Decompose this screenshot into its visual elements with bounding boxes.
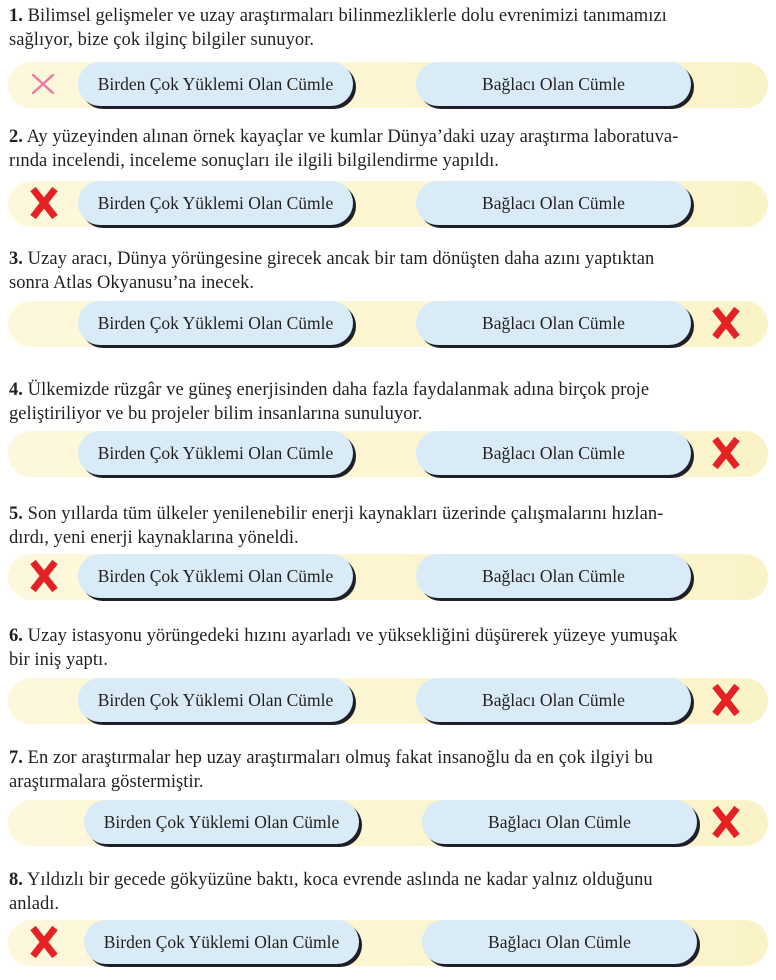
question-5 (8, 502, 768, 586)
answer-row (8, 431, 768, 477)
question-text (8, 502, 768, 550)
option-multiple-predicates-button[interactable]: Birden Çok Yüklemi Olan Cümle (78, 62, 353, 106)
question-line: Uzay istasyonu yörüngedeki hızını ayarladı ve yüksekliğini düşürerek yüzeye yumuşak (27, 626, 678, 646)
answer-row (8, 181, 768, 227)
question-number: 4. (9, 380, 23, 400)
option-multiple-predicates-button[interactable]: Birden Çok Yüklemi Olan Cümle (78, 181, 353, 225)
question-text (8, 125, 768, 173)
question-number: 8. (9, 870, 23, 890)
option-conjunction-button[interactable]: Bağlacı Olan Cümle (416, 431, 691, 475)
question-2 (8, 125, 768, 213)
option-conjunction-button[interactable]: Bağlacı Olan Cümle (416, 181, 691, 225)
option-multiple-predicates-button[interactable]: Birden Çok Yüklemi Olan Cümle (84, 800, 359, 844)
answer-row (8, 62, 768, 108)
question-number: 6. (9, 626, 23, 646)
question-line: anladı. (9, 894, 60, 914)
question-1 (8, 4, 768, 94)
cross-mark-icon (24, 64, 64, 104)
question-number: 2. (9, 127, 23, 147)
option-conjunction-button[interactable]: Bağlacı Olan Cümle (416, 62, 691, 106)
option-multiple-predicates-button[interactable]: Birden Çok Yüklemi Olan Cümle (78, 678, 353, 722)
option-multiple-predicates-button[interactable]: Birden Çok Yüklemi Olan Cümle (78, 431, 353, 475)
question-3 (8, 247, 768, 333)
option-conjunction-button[interactable]: Bağlacı Olan Cümle (416, 554, 691, 598)
question-line: sonra Atlas Okyanusu’na inecek. (9, 273, 255, 293)
cross-mark-icon (706, 680, 746, 720)
cross-mark-icon (24, 183, 64, 223)
cross-mark-icon (706, 802, 746, 842)
cross-mark-icon (24, 922, 64, 962)
question-line: sağlıyor, bize çok ilginç bilgiler sunuyor. (9, 30, 315, 50)
question-line: En zor araştırmalar hep uzay araştırmaları olmuş fakat insanoğlu da en çok ilgiyi bu (27, 748, 653, 768)
question-line: Ay yüzeyinden alınan örnek kayaçlar ve kumlar Dünya’daki uzay araştırma laboratuva- (26, 127, 679, 147)
question-text (8, 4, 768, 52)
question-text (8, 247, 768, 295)
question-4 (8, 378, 768, 463)
question-8 (8, 868, 768, 952)
option-multiple-predicates-button[interactable]: Birden Çok Yüklemi Olan Cümle (84, 920, 359, 964)
question-line: Bilimsel gelişmeler ve uzay araştırmaları bilinmezliklerle dolu evrenimizi tanımamızı (27, 6, 667, 26)
option-conjunction-button[interactable]: Bağlacı Olan Cümle (416, 678, 691, 722)
question-line: dırdı, yeni enerji kaynaklarına yöneldi. (9, 528, 299, 548)
question-number: 1. (9, 6, 23, 26)
option-conjunction-button[interactable]: Bağlacı Olan Cümle (422, 920, 697, 964)
question-text (8, 624, 768, 672)
answer-row (8, 301, 768, 347)
question-line: Son yıllarda tüm ülkeler yenilenebilir enerji kaynakları üzerinde çalışmalarını hızlan- (27, 504, 664, 524)
answer-row (8, 920, 768, 966)
cross-mark-icon (24, 556, 64, 596)
answer-row (8, 800, 768, 846)
question-line: Ülkemizde rüzgâr ve güneş enerjisinden daha fazla faydalanmak adına birçok proje (27, 380, 650, 400)
option-multiple-predicates-button[interactable]: Birden Çok Yüklemi Olan Cümle (78, 554, 353, 598)
question-line: Yıldızlı bir gecede gökyüzüne baktı, koca evrende aslında ne kadar yalnız olduğunu (26, 870, 653, 890)
cross-mark-icon (706, 433, 746, 473)
question-text (8, 868, 768, 916)
answer-row (8, 678, 768, 724)
question-7 (8, 746, 768, 832)
question-line: Uzay aracı, Dünya yörüngesine girecek ancak bir tam dönüşten daha azını yaptıktan (27, 249, 655, 269)
question-line: geliştiriliyor ve bu projeler bilim insanlarına sunuluyor. (9, 404, 423, 424)
question-line: rında incelendi, inceleme sonuçları ile ilgili bilgilendirme yapıldı. (9, 151, 499, 171)
option-conjunction-button[interactable]: Bağlacı Olan Cümle (416, 301, 691, 345)
question-number: 3. (9, 249, 23, 269)
question-6 (8, 624, 768, 710)
question-line: araştırmalara göstermiştir. (9, 772, 204, 792)
cross-mark-icon (706, 303, 746, 343)
question-number: 5. (9, 504, 23, 524)
question-text (8, 746, 768, 794)
question-number: 7. (9, 748, 23, 768)
question-text (8, 378, 768, 426)
question-line: bir iniş yaptı. (9, 650, 108, 670)
option-conjunction-button[interactable]: Bağlacı Olan Cümle (422, 800, 697, 844)
option-multiple-predicates-button[interactable]: Birden Çok Yüklemi Olan Cümle (78, 301, 353, 345)
answer-row (8, 554, 768, 600)
